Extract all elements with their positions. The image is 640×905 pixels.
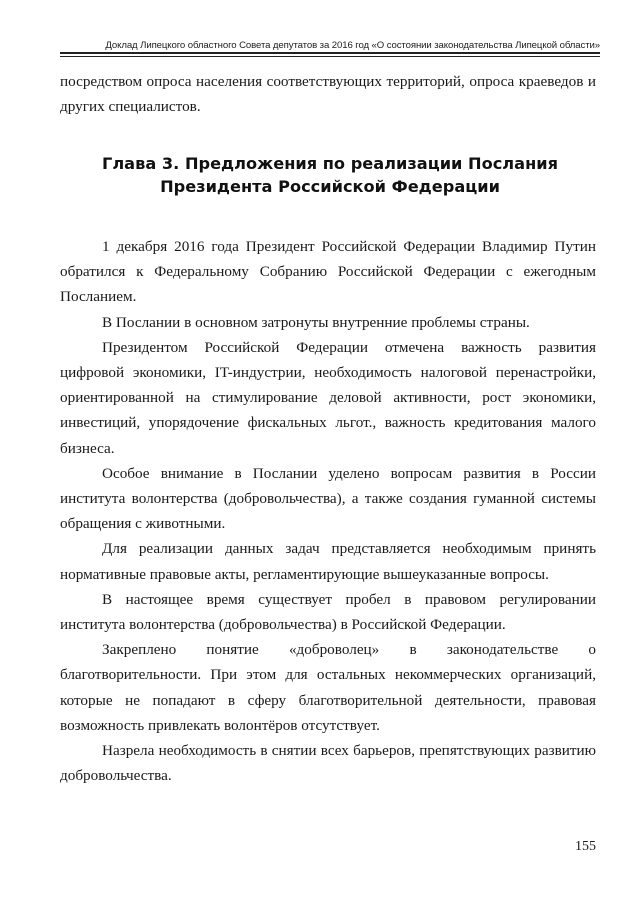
paragraph: Для реализации данных задач представляется необходимым принять нормативные правовые акты, регламентирующие вышеуказанные вопросы. — [60, 540, 596, 583]
chapter-title-line-1: Глава 3. Предложения по реализации Послания — [102, 154, 558, 173]
paragraph: В настоящее время существует пробел в правовом регулировании института волонтерства (добровольчества) в Российской Федерации. — [60, 590, 596, 634]
paragraph: Назрела необходимость в снятии всех барьеров, препятствующих развитию добровольчества. — [60, 742, 596, 785]
main-text — [60, 234, 596, 788]
page-number: 155 — [575, 839, 596, 854]
paragraph: Закреплено понятие «доброволец» в законодательстве о благотворительности. При этом для остальных некоммерческих организаций, которые не попадают в сферу благотворительной деятельности, правовая возможность привлекать волонтёров отсутствует. — [60, 641, 596, 734]
paragraph: Особое внимание в Послании уделено вопросам развития в России института волонтерства (добровольчества), а также создания гуманной системы обращения с животными. — [60, 464, 596, 533]
top-fragment-block — [60, 69, 596, 119]
paragraph: 1 декабря 2016 года Президент Российской Федерации Владимир Путин обратился к Федеральному Собранию Российской Федерации с ежегодным Посланием. — [60, 238, 596, 306]
paragraph: В Послании в основном затронуты внутренние проблемы страны. — [102, 313, 530, 331]
paragraph: Президентом Российской Федерации отмечена важность развития цифровой экономики, IT-индустрии, необходимость налоговой перенастройки, ориентированной на стимулирование деловой активности, рост экономики, инвестиций, упорядочение фискальных льгот., важность кредитования малого бизнеса. — [60, 338, 596, 457]
header-rule — [60, 52, 600, 57]
paragraph-continued: посредством опроса населения соответствующих территорий, опроса краеведов и других специалистов. — [60, 73, 596, 116]
running-header: Доклад Липецкого областного Совета депутатов за 2016 год «О состоянии законодательства Липецкой области» — [105, 40, 600, 51]
chapter-title — [60, 152, 600, 198]
chapter-title-line-2: Президента Российской Федерации — [160, 177, 500, 196]
